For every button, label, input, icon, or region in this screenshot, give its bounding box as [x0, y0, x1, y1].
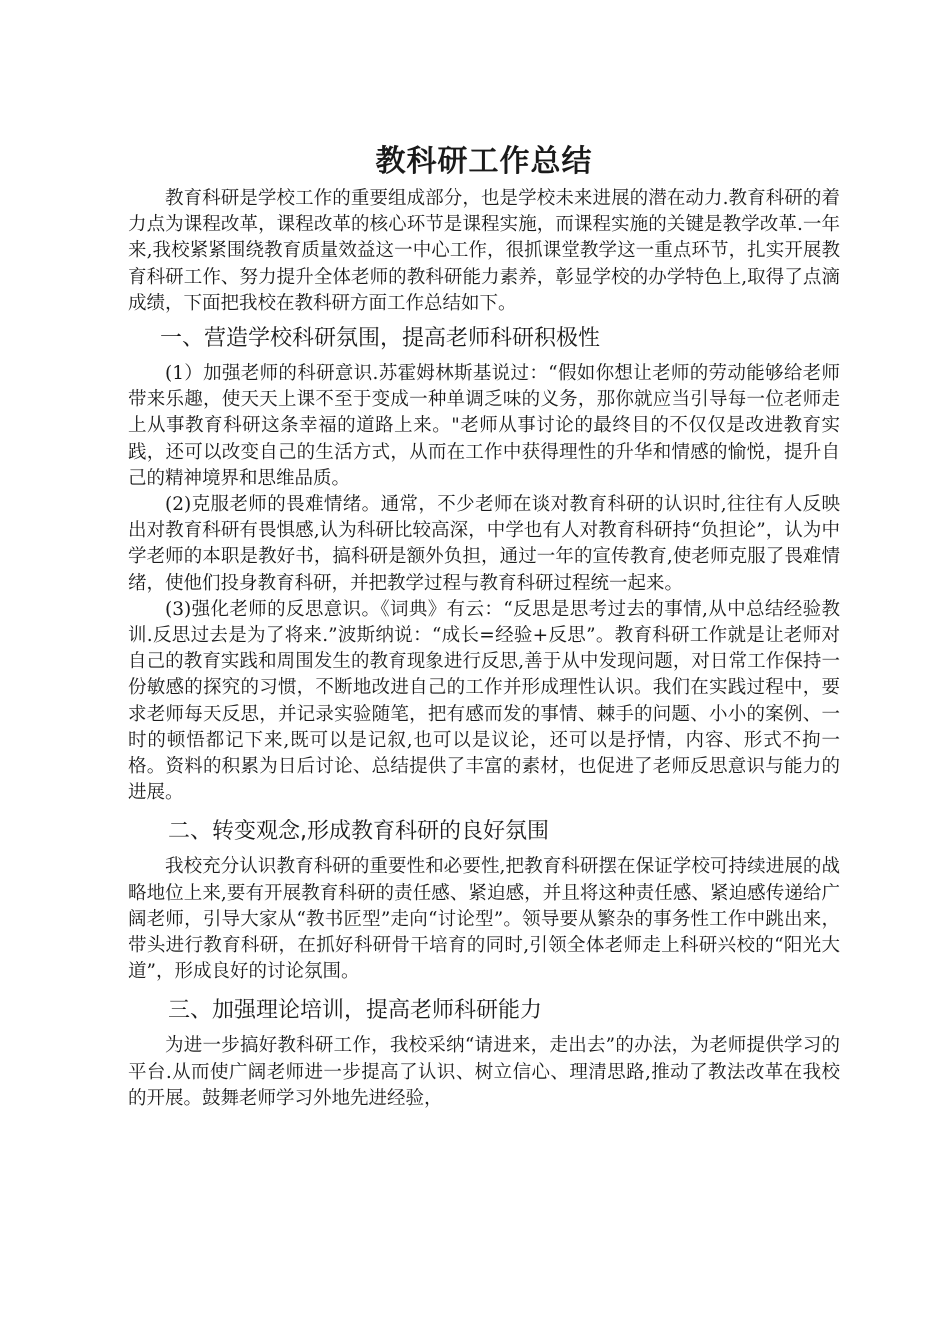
section-heading-3: 三、加强理论培训，提高老师科研能力	[168, 998, 543, 1024]
intro-paragraph: 教育科研是学校工作的重要组成部分，也是学校未来进展的潜在动力.教育科研的着力点为课程改革，课程改革的核心环节是课程实施，而课程实施的关键是教学改革.一年来,我校紧紧围绕教育质量效益这一中心工作，很抓课堂教学这一重点环节，扎实开展教育科研工作、努力提升全体老师的教科研能力素养，彰显学校的办学特色上,取得了点滴成绩，下面把我校在教科研方面工作总结如下。	[128, 188, 840, 314]
section-2-paragraph-1: 我校充分认识教育科研的重要性和必要性,把教育科研摆在保证学校可持续进展的战略地位上来,要有开展教育科研的责任感、紧迫感，并且将这种责任感、紧迫感传递给广阔老师，引导大家从“教书匠型”走向“讨论型”。领导要从繁杂的事务性工作中跳出来，带头进行教育科研，在抓好科研骨干培育的同时,引领全体老师走上科研兴校的“阳光大道”，形成良好的讨论氛围。	[128, 856, 840, 983]
section-heading-2: 二、转变观念,形成教育科研的良好氛围	[168, 819, 549, 845]
section-1-paragraph-3: (3)强化老师的反思意识。《词典》有云：“反思是思考过去的事情,从中总结经验教训.反思过去是为了将来.”波斯纳说：“成长=经验+反思”。教育科研工作就是让老师对自己的教育实践和周围发生的教育现象进行反思,善于从中发现问题，对日常工作保持一份敏感的探究的习惯，不断地改进自己的工作并形成理性认识。我们在实践过程中，要求老师每天反思，并记录实验随笔，把有感而发的事情、棘手的问题、小小的案例、一时的顿悟都记下来,既可以是记叙,也可以是议论，还可以是抒情，内容、形式不拘一格。资料的积累为日后讨论、总结提供了丰富的素材，也促进了老师反思意识与能力的进展。	[128, 598, 840, 804]
section-1-paragraph-1: (1）加强老师的科研意识.苏霍姆林斯基说过：“假如你想让老师的劳动能够给老师带来乐趣，使天天上课不至于变成一种单调乏味的义务，那你就应当引导每一位老师走上从事教育科研这条幸福的道路上来。"老师从事讨论的最终目的不仅仅是改进教育实践，还可以改变自己的生活方式，从而在工作中获得理性的升华和情感的愉悦，提升自己的精神境界和思维品质。	[128, 363, 840, 489]
document-title: 教科研工作总结	[375, 144, 593, 179]
section-heading-1: 一、营造学校科研氛围，提高老师科研积极性	[160, 326, 601, 352]
section-1-paragraph-2: (2)克服老师的畏难情绪。通常，不少老师在谈对教育科研的认识时,往往有人反映出对教育科研有畏惧感,认为科研比较高深，中学也有人对教育科研持“负担论”，认为中学老师的本职是教好书，搞科研是额外负担，通过一年的宣传教育,使老师克服了畏难情绪，使他们投身教育科研，并把教学过程与教育科研过程统一起来。	[128, 494, 840, 594]
document-page	[128, 140, 840, 1112]
section-3-paragraph-1: 为进一步搞好教科研工作，我校采纳“请进来，走出去”的办法，为老师提供学习的平台.从而使广阔老师进一步提高了认识、树立信心、理清思路,推动了教法改革在我校的开展。鼓舞老师学习外地先进经验，	[128, 1035, 840, 1109]
